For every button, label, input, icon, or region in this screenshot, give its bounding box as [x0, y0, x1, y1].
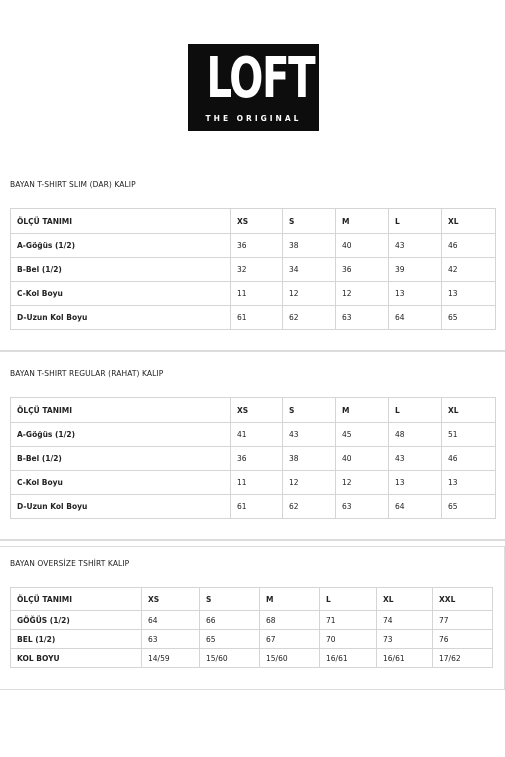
- row-label: B-Bel (1/2): [11, 258, 231, 282]
- row-label: A-Göğüs (1/2): [11, 423, 231, 447]
- table-row: [11, 423, 496, 447]
- table-cell: 38: [283, 447, 336, 471]
- table-cell: 13: [389, 471, 442, 495]
- table-cell: 15/60: [260, 649, 320, 668]
- section-title: BAYAN T-SHIRT SLIM (DAR) KALIP: [10, 180, 136, 189]
- table-cell: 13: [442, 471, 496, 495]
- table-cell: 46: [442, 234, 496, 258]
- header-cell: M: [336, 209, 389, 234]
- table-cell: 65: [442, 306, 496, 330]
- table-cell: 68: [260, 611, 320, 630]
- header-cell: L: [389, 209, 442, 234]
- table-cell: 76: [433, 630, 493, 649]
- table-cell: 12: [283, 282, 336, 306]
- table-row: [11, 258, 496, 282]
- table-row: [11, 234, 496, 258]
- table-cell: 43: [389, 447, 442, 471]
- header-cell: XS: [142, 588, 200, 611]
- table-cell: 40: [336, 234, 389, 258]
- table-cell: 46: [442, 447, 496, 471]
- table-cell: 61: [231, 306, 283, 330]
- table-cell: 65: [200, 630, 260, 649]
- table-cell: 42: [442, 258, 496, 282]
- table-cell: 17/62: [433, 649, 493, 668]
- table-header-row: [11, 398, 496, 423]
- size-table-slim: [10, 208, 496, 330]
- table-cell: 40: [336, 447, 389, 471]
- table-cell: 12: [336, 282, 389, 306]
- row-label: BEL (1/2): [11, 630, 142, 649]
- row-label: C-Kol Boyu: [11, 471, 231, 495]
- header-cell: ÖLÇÜ TANIMI: [11, 209, 231, 234]
- row-label: A-Göğüs (1/2): [11, 234, 231, 258]
- row-label: C-Kol Boyu: [11, 282, 231, 306]
- table-cell: 67: [260, 630, 320, 649]
- size-section-oversize: [0, 546, 505, 690]
- table-cell: 12: [283, 471, 336, 495]
- table-cell: 39: [389, 258, 442, 282]
- size-table-regular: [10, 397, 496, 519]
- table-row: [11, 611, 493, 630]
- table-cell: 63: [142, 630, 200, 649]
- table-cell: 61: [231, 495, 283, 519]
- table-row: [11, 649, 493, 668]
- table-cell: 43: [283, 423, 336, 447]
- brand-tagline: THE ORIGINAL: [205, 114, 302, 123]
- table-cell: 62: [283, 495, 336, 519]
- header-cell: XS: [231, 209, 283, 234]
- header-cell: XL: [377, 588, 433, 611]
- table-cell: 36: [231, 447, 283, 471]
- header-cell: ÖLÇÜ TANIMI: [11, 398, 231, 423]
- table-cell: 45: [336, 423, 389, 447]
- table-cell: 36: [336, 258, 389, 282]
- table-row: [11, 471, 496, 495]
- table-cell: 43: [389, 234, 442, 258]
- header-cell: M: [260, 588, 320, 611]
- row-label: B-Bel (1/2): [11, 447, 231, 471]
- table-cell: 70: [320, 630, 377, 649]
- header-cell: XL: [442, 398, 496, 423]
- header-cell: XL: [442, 209, 496, 234]
- header-cell: L: [320, 588, 377, 611]
- table-row: [11, 495, 496, 519]
- size-section-slim: [0, 165, 505, 352]
- table-cell: 12: [336, 471, 389, 495]
- header-cell: L: [389, 398, 442, 423]
- table-cell: 71: [320, 611, 377, 630]
- table-cell: 32: [231, 258, 283, 282]
- table-cell: 77: [433, 611, 493, 630]
- table-row: [11, 306, 496, 330]
- table-cell: 16/61: [320, 649, 377, 668]
- table-cell: 34: [283, 258, 336, 282]
- table-cell: 11: [231, 471, 283, 495]
- table-cell: 63: [336, 306, 389, 330]
- header-cell: S: [283, 398, 336, 423]
- table-cell: 48: [389, 423, 442, 447]
- header-cell: M: [336, 398, 389, 423]
- row-label: D-Uzun Kol Boyu: [11, 495, 231, 519]
- table-header-row: [11, 588, 493, 611]
- table-cell: 51: [442, 423, 496, 447]
- header-cell: S: [283, 209, 336, 234]
- brand-logo: [188, 44, 319, 131]
- row-label: D-Uzun Kol Boyu: [11, 306, 231, 330]
- header-cell: XXL: [433, 588, 493, 611]
- table-cell: 38: [283, 234, 336, 258]
- table-row: [11, 447, 496, 471]
- table-header-row: [11, 209, 496, 234]
- table-cell: 16/61: [377, 649, 433, 668]
- table-cell: 13: [389, 282, 442, 306]
- table-row: [11, 282, 496, 306]
- table-row: [11, 630, 493, 649]
- table-cell: 65: [442, 495, 496, 519]
- table-cell: 11: [231, 282, 283, 306]
- table-cell: 64: [142, 611, 200, 630]
- table-cell: 66: [200, 611, 260, 630]
- table-cell: 41: [231, 423, 283, 447]
- table-cell: 14/59: [142, 649, 200, 668]
- table-cell: 63: [336, 495, 389, 519]
- section-title: BAYAN T-SHIRT REGULAR (RAHAT) KALIP: [10, 369, 164, 378]
- table-cell: 13: [442, 282, 496, 306]
- table-cell: 36: [231, 234, 283, 258]
- table-cell: 64: [389, 495, 442, 519]
- row-label: KOL BOYU: [11, 649, 142, 668]
- table-cell: 74: [377, 611, 433, 630]
- table-cell: 62: [283, 306, 336, 330]
- brand-wordmark: LOFT: [206, 46, 315, 111]
- size-table-oversize: [10, 587, 493, 668]
- header-cell: S: [200, 588, 260, 611]
- table-cell: 15/60: [200, 649, 260, 668]
- table-cell: 64: [389, 306, 442, 330]
- size-section-regular: [0, 355, 505, 541]
- section-title: BAYAN OVERSİZE TSHİRT KALIP: [10, 559, 130, 568]
- row-label: GÖĞÜS (1/2): [11, 611, 142, 630]
- header-cell: ÖLÇÜ TANIMI: [11, 588, 142, 611]
- header-cell: XS: [231, 398, 283, 423]
- table-cell: 73: [377, 630, 433, 649]
